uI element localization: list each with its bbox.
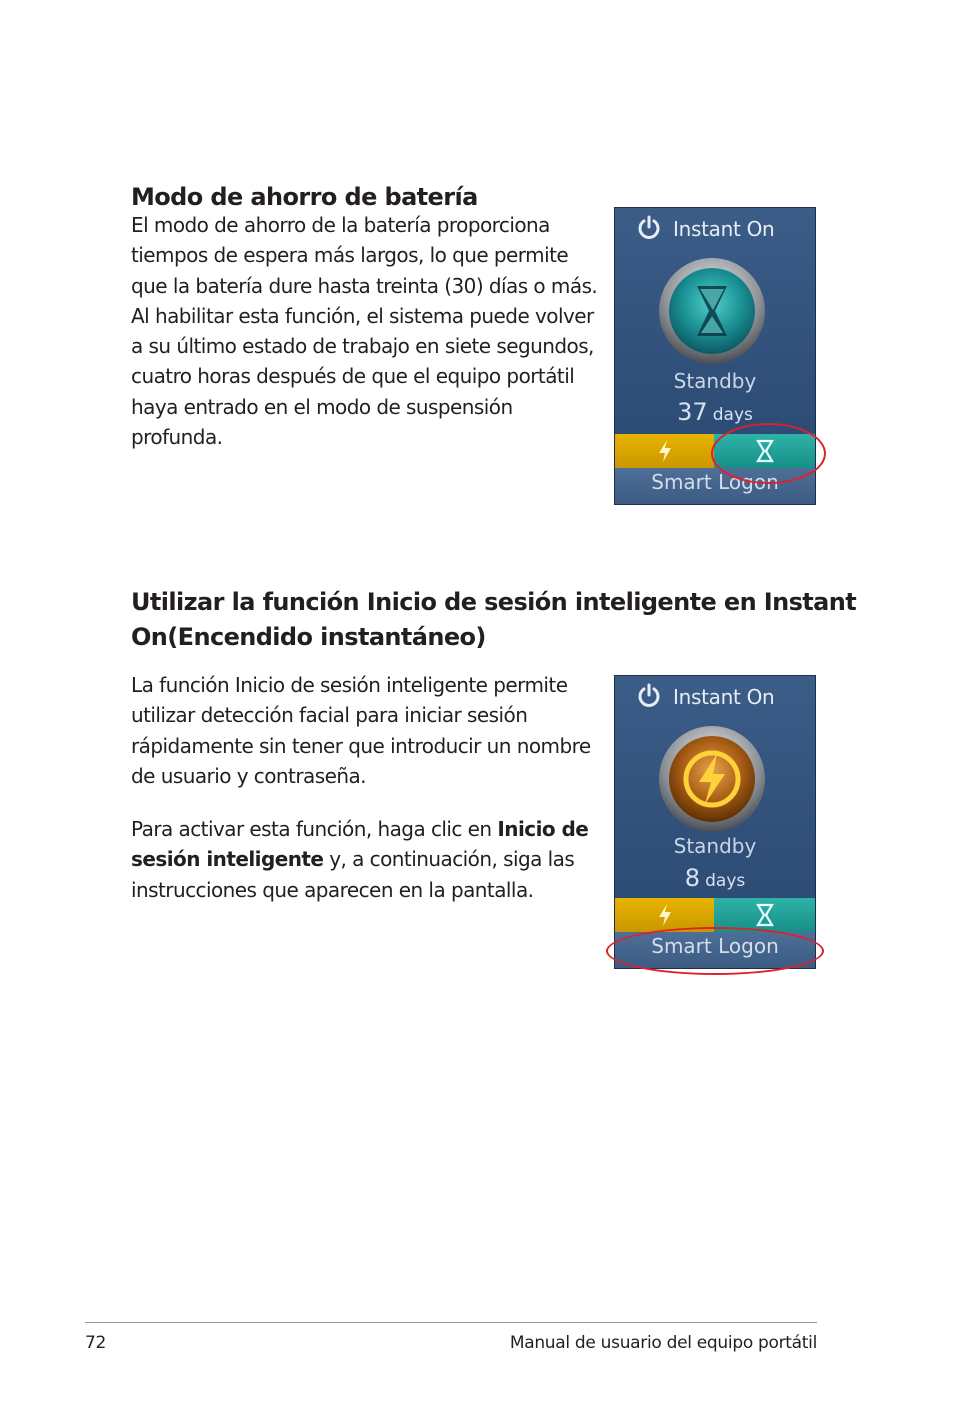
smart-logon-para1: La función Inicio de sesión inteligente permite utilizar detección facial para iniciar sesión rápidamente sin tener que introducir un nombre de usuario y contraseña. — [131, 673, 591, 788]
days-value: 8 — [684, 864, 701, 892]
power-icon — [635, 214, 663, 242]
widget-header — [615, 208, 815, 248]
battery-saving-text: El modo de ahorro de la batería proporciona tiempos de espera más largos, lo que permite que la batería dure hasta treinta (30) días o más. Al habilitar esta función, el sistema puede volver a su último estado de trabajo en siete segundos, cuatro horas después de que el equipo portátil haya entrado en el modo de suspensión profunda. — [131, 213, 598, 450]
smart-logon-description — [131, 670, 601, 791]
smart-logon-para2 — [131, 814, 601, 905]
para2-pre: Para activar esta función, haga clic en — [131, 817, 498, 841]
lightning-orb-icon[interactable] — [657, 724, 767, 834]
smart-logon-label: Smart Logon — [651, 934, 779, 958]
highlight-circle-smart-logon — [606, 927, 824, 975]
section-heading-smart-logon-line2: On(Encendido instantáneo) — [131, 623, 486, 651]
para2-post: y, a continuación, siga las instrucciones que aparecen en la pantalla. — [131, 847, 575, 902]
hourglass-orb-icon[interactable] — [657, 256, 767, 366]
power-icon — [635, 682, 663, 710]
smart-logon-instructions — [131, 814, 601, 905]
para2-bold: Inicio de sesión inteligente — [131, 817, 589, 872]
standby-days — [615, 398, 815, 426]
highlight-circle-battery-mode — [711, 423, 826, 484]
lightning-icon — [657, 439, 673, 463]
widget-header — [615, 676, 815, 716]
instant-on-widget-smart-logon — [614, 675, 816, 969]
section-heading-battery-saving: Modo de ahorro de batería — [131, 183, 478, 211]
footer-divider — [85, 1322, 817, 1323]
lightning-icon — [657, 903, 673, 927]
days-unit: days — [712, 405, 753, 425]
hourglass-icon — [756, 903, 774, 927]
manual-title: Manual de usuario del equipo portátil — [509, 1333, 817, 1353]
standby-days — [615, 864, 815, 892]
standby-label: Standby — [673, 369, 757, 393]
widget-title: Instant On — [673, 217, 775, 241]
days-unit: days — [705, 871, 746, 891]
widget-title: Instant On — [673, 685, 775, 709]
instant-on-mode-button[interactable] — [615, 434, 714, 468]
smart-logon-label: Smart Logon — [651, 470, 779, 494]
days-value: 37 — [677, 398, 708, 426]
section-heading-smart-logon-line1: Utilizar la función Inicio de sesión inteligente en Instant — [131, 588, 857, 616]
page-number: 72 — [85, 1333, 107, 1353]
standby-label: Standby — [673, 834, 757, 858]
battery-saving-description — [131, 210, 601, 452]
